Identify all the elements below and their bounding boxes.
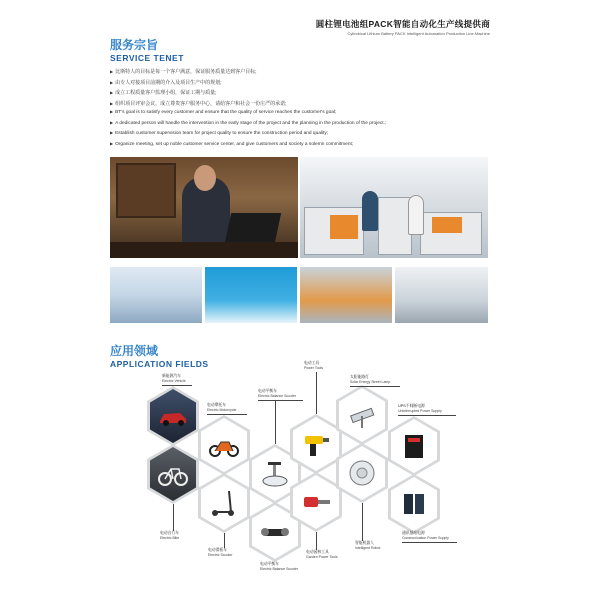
photo-production-line [300, 267, 392, 323]
service-title-en: SERVICE TENET [110, 53, 184, 63]
label-garden-tools: 电动园林工具 Garden Power Tools [306, 550, 338, 559]
hex-electric-scooter [198, 473, 250, 533]
label-ups: UPS不间断电源 Uninterrupted Power Supply [398, 404, 442, 413]
label-hoverboard: 电动平衡车 Electric Balance Scooter [260, 562, 299, 571]
photo-machine-hall [395, 267, 488, 323]
photo-factory-workshop [300, 157, 488, 258]
bullet-cn: ▶ 由专人对接项目前期的介入及项目生产中的规划; [110, 78, 490, 89]
hex-electric-motorcycle [198, 415, 250, 475]
hex-electric-bike [147, 444, 199, 504]
bullet-en: ▶ Establish customer supervision team for project quality to ensure the construction period and quality; [110, 128, 490, 139]
hex-solar-lamp [336, 385, 388, 445]
car-icon [156, 399, 190, 433]
label-intelligent-robot: 智能机器人 Intelligent Robot [355, 541, 381, 550]
bullet-en: ▶ Organize meeting, set up noble customer service center, and give customers and society a solemn commitment; [110, 139, 490, 150]
hex-intelligent-robot [336, 443, 388, 503]
service-bullets-en [110, 107, 490, 149]
label-solar-lamp: 太阳能路灯 Solar Energy Street Lamp [350, 375, 391, 384]
header [316, 18, 490, 36]
hex-ups [388, 416, 440, 476]
label-electric-vehicle: 新能源汽车 Electric Vehicle [162, 374, 186, 383]
robot-vacuum-icon [345, 456, 379, 490]
bullet-en: ▶ A dedicated person will handle the intervention in the early stage of the project and the planning in the production of the project.; [110, 118, 490, 129]
drill-icon [299, 427, 333, 461]
bullet-cn: ▶ 成立工程质量客户监理小组，保证工期与质量; [110, 88, 490, 99]
photo-office-floor [110, 267, 202, 323]
label-electric-bike: 电动自行车 Electric Bike [160, 531, 180, 540]
ups-icon [397, 429, 431, 463]
header-title-cn: 圆柱锂电池组PACK智能自动化生产线提供商 [315, 19, 490, 29]
photo-office-manager [110, 157, 298, 258]
label-electric-scooter: 电动滑板车 Electric Scooter [208, 548, 233, 557]
hoverboard-icon [258, 515, 292, 549]
bike-icon [156, 457, 190, 491]
bullet-cn: ▶ 比斯特人的目标是每一个客户满意，保证服务质量达到客户目标; [110, 67, 490, 78]
photo-company-facade [205, 267, 297, 323]
street-lamp-icon [345, 398, 379, 432]
label-communication-power: 通讯基站电源 Communication Power Supply [402, 531, 449, 540]
motorcycle-icon [207, 428, 241, 462]
hex-electric-vehicle [147, 386, 199, 446]
chainsaw-icon [299, 485, 333, 519]
label-electric-motorcycle: 电动摩托车 Electric Motorcycle [207, 403, 237, 412]
applications-title-cn: 应用领域 [110, 344, 159, 358]
bullet-en: ▶ BT's goal is to satisfy every customer and ensure that the quality of service reaches the customer's goal; [110, 107, 490, 118]
service-bullets-cn [110, 67, 490, 109]
applications-title-en: APPLICATION FIELDS [110, 359, 209, 369]
label-power-tools: 电动工具 Power Tools [304, 361, 324, 370]
balance-scooter-icon [258, 457, 292, 491]
hex-communication-power [388, 474, 440, 534]
service-title-cn: 服务宗旨 [110, 38, 159, 52]
label-balance-scooter: 电动平衡车 Electric Balance Scooter [258, 389, 297, 398]
server-rack-icon [397, 487, 431, 521]
bullet-cn: ▶ 组织项目评审会议，成立尊贵客户服务中心，请给客户和社会一份庄严的承诺; [110, 99, 490, 110]
kick-scooter-icon [207, 486, 241, 520]
header-title-en: Cylindrical Lithium Battery PACK Intelligent Automation Production Line Machine [347, 31, 490, 36]
